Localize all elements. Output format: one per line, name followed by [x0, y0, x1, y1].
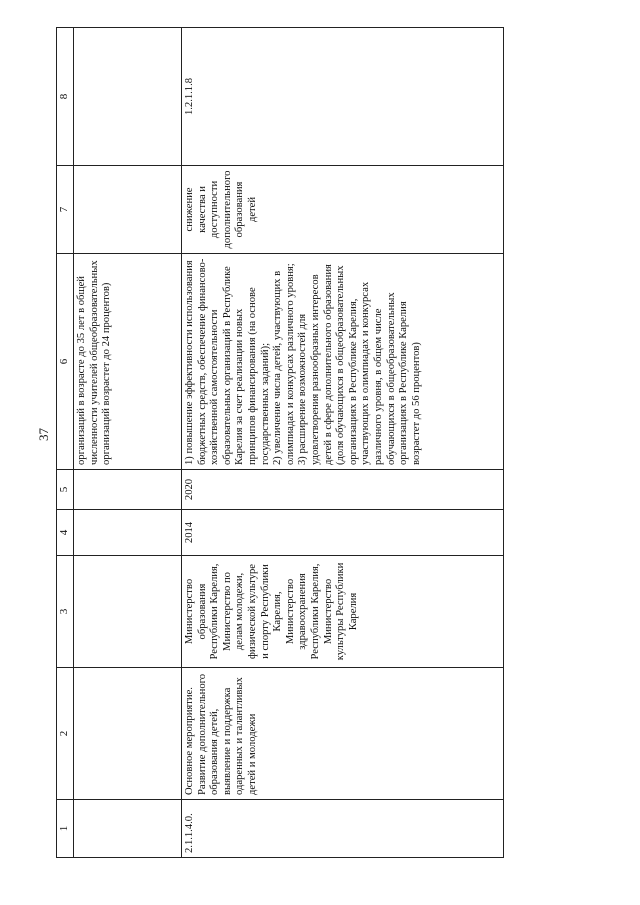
executor-cell: Министерство образования Республики Карелия, Министерство по делам молодежи, физической культуре и спорту Республики Карелия, Министерство здравоохранения Республики Карелия, Министерство культуры Республики Карелия [182, 556, 504, 668]
column-header-5: 5 [57, 470, 74, 510]
event-name-cell: Основное мероприятие. Развитие дополнительного образования детей, выявление и поддержка одаренных и талантливых детей и молодежи [182, 668, 504, 800]
column-header-3: 3 [57, 556, 74, 668]
measures-table [56, 27, 504, 858]
column-header-4: 4 [57, 510, 74, 556]
end-year-cell: 2020 [182, 470, 504, 510]
start-year-cell: 2014 [182, 510, 504, 556]
column-header-7: 7 [57, 166, 74, 254]
column-header-2: 2 [57, 668, 74, 800]
document-sheet [56, 28, 616, 858]
expected-results-cell: 1) повышение эффективности использования бюджетных средств, обеспечение финансово-хозяйственной самостоятельности образовательных организаций в Республике Карелия за счет реализации новых принципов финансирования (на основе государственных заданий); 2) увеличение числа детей, участвующих в олимпиадах и конкурсах различного уровня; 3) расширение возможностей для удовлетворения разнообразных интересов детей в сфере дополнительного образования (доля обучающихся в общеобразовательных организациях в Республике Карелия, участвующих в олимпиадах и конкурсах различного уровня, в общем числе обучающихся в общеобразовательных организациях в Республике Карелия возрастет до 56 процентов) [182, 254, 504, 470]
page-number: 37 [36, 428, 51, 441]
indicator-link-cell: 1.2.1.1.8 [182, 28, 504, 166]
continuation-cell-7 [74, 166, 182, 254]
continuation-cell-3 [74, 556, 182, 668]
continuation-cell-2 [74, 668, 182, 800]
continuation-results-cell: организаций в возрасте до 35 лет в общей численности учителей общеобразовательных организаций возрастет до 24 процентов) [74, 254, 182, 470]
continuation-row [74, 28, 182, 858]
continuation-cell-8 [74, 28, 182, 166]
consequences-cell: снижение качества и доступности дополнительного образования детей [182, 166, 504, 254]
continuation-cell-4 [74, 510, 182, 556]
column-header-6: 6 [57, 254, 74, 470]
table-row [182, 28, 504, 858]
column-header-8: 8 [57, 28, 74, 166]
continuation-cell-5 [74, 470, 182, 510]
column-header-1: 1 [57, 800, 74, 858]
continuation-cell-1 [74, 800, 182, 858]
rotated-table-stage [56, 28, 616, 858]
header-row [57, 28, 74, 858]
event-code-cell: 2.1.1.4.0. [182, 800, 504, 858]
